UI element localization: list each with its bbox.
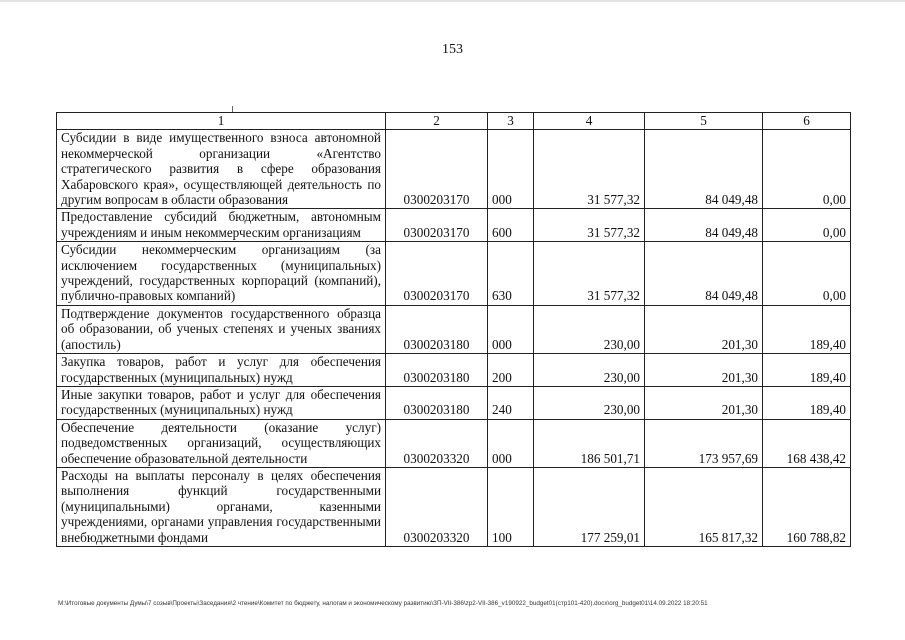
- row-value-3: 168 438,42: [763, 419, 851, 467]
- row-value-2: 84 049,48: [645, 242, 763, 306]
- row-description: Закупка товаров, работ и услуг для обеспечения государственных (муниципальных) нужд: [57, 354, 386, 387]
- row-value-2: 165 817,32: [645, 467, 763, 546]
- row-expense-type: 000: [488, 419, 534, 467]
- budget-table: [56, 112, 851, 547]
- row-code: 0300203180: [386, 386, 488, 419]
- scan-top-edge: [0, 0, 905, 2]
- page-number: 153: [442, 42, 463, 57]
- row-value-1: 230,00: [534, 354, 645, 387]
- row-value-2: 84 049,48: [645, 209, 763, 242]
- row-value-3: 0,00: [763, 130, 851, 209]
- row-description: Иные закупки товаров, работ и услуг для обеспечения государственных (муниципальных) нужд: [57, 386, 386, 419]
- row-value-2: 201,30: [645, 354, 763, 387]
- row-expense-type: 600: [488, 209, 534, 242]
- row-expense-type: 100: [488, 467, 534, 546]
- table-row: [57, 242, 851, 306]
- row-value-2: 201,30: [645, 305, 763, 353]
- table-row: [57, 354, 851, 387]
- table-row: [57, 467, 851, 546]
- row-code: 0300203320: [386, 467, 488, 546]
- row-value-1: 31 577,32: [534, 242, 645, 306]
- header-cell: 2: [386, 113, 488, 130]
- row-value-2: 201,30: [645, 386, 763, 419]
- table-row: [57, 130, 851, 209]
- row-value-3: 189,40: [763, 305, 851, 353]
- row-value-2: 84 049,48: [645, 130, 763, 209]
- row-value-1: 31 577,32: [534, 130, 645, 209]
- header-cell: 5: [645, 113, 763, 130]
- row-value-3: 160 788,82: [763, 467, 851, 546]
- row-code: 0300203180: [386, 354, 488, 387]
- row-description: Подтверждение документов государственного образца об образовании, об ученых степенях и ученых званиях (апостиль): [57, 305, 386, 353]
- table-row: [57, 386, 851, 419]
- table-row: [57, 209, 851, 242]
- row-value-3: 189,40: [763, 386, 851, 419]
- header-cell: 6: [763, 113, 851, 130]
- row-description: Предоставление субсидий бюджетным, автономным учреждениям и иным некоммерческим организациям: [57, 209, 386, 242]
- row-value-3: 189,40: [763, 354, 851, 387]
- table-header-row: [57, 113, 851, 130]
- row-code: 0300203170: [386, 130, 488, 209]
- row-value-2: 173 957,69: [645, 419, 763, 467]
- row-code: 0300203320: [386, 419, 488, 467]
- header-cell: 4: [534, 113, 645, 130]
- row-code: 0300203170: [386, 242, 488, 306]
- row-value-1: 230,00: [534, 305, 645, 353]
- row-value-3: 0,00: [763, 209, 851, 242]
- row-value-1: 31 577,32: [534, 209, 645, 242]
- row-value-1: 186 501,71: [534, 419, 645, 467]
- row-value-1: 177 259,01: [534, 467, 645, 546]
- row-description: Субсидии в виде имущественного взноса автономной некоммерческой организации «Агентство стратегического развития в сфере образования Хабаровского края», осуществляющей деятельность по другим вопросам в области образования: [57, 130, 386, 209]
- row-expense-type: 000: [488, 305, 534, 353]
- header-cell: 1: [57, 113, 386, 130]
- row-code: 0300203180: [386, 305, 488, 353]
- row-expense-type: 200: [488, 354, 534, 387]
- row-value-3: 0,00: [763, 242, 851, 306]
- table-row: [57, 419, 851, 467]
- row-expense-type: 000: [488, 130, 534, 209]
- row-description: Обеспечение деятельности (оказание услуг) подведомственных организаций, осуществляющих обеспечение образовательной деятельности: [57, 419, 386, 467]
- row-value-1: 230,00: [534, 386, 645, 419]
- table-row: [57, 305, 851, 353]
- row-expense-type: 240: [488, 386, 534, 419]
- header-cell: 3: [488, 113, 534, 130]
- row-code: 0300203170: [386, 209, 488, 242]
- row-expense-type: 630: [488, 242, 534, 306]
- row-description: Расходы на выплаты персоналу в целях обеспечения выполнения функций государственными (муниципальными) органами, казенными учреждениями, органами управления государственными внебюджетными фондами: [57, 467, 386, 546]
- document-footer-path: M:\Итоговые документы Думы\7 созыв\Проекты\Заседания\2 чтение\Комитет по бюджету, налогам и экономическому развитию\ЗП-VII-386\zp2-VII-386_v190922_budget01(стр101-420).docx\org_budget01\14.09.2022 18:20:51: [58, 600, 708, 607]
- row-description: Субсидии некоммерческим организациям (за исключением государственных (муниципальных) учреждений, государственных корпораций (компаний), публично-правовых компаний): [57, 242, 386, 306]
